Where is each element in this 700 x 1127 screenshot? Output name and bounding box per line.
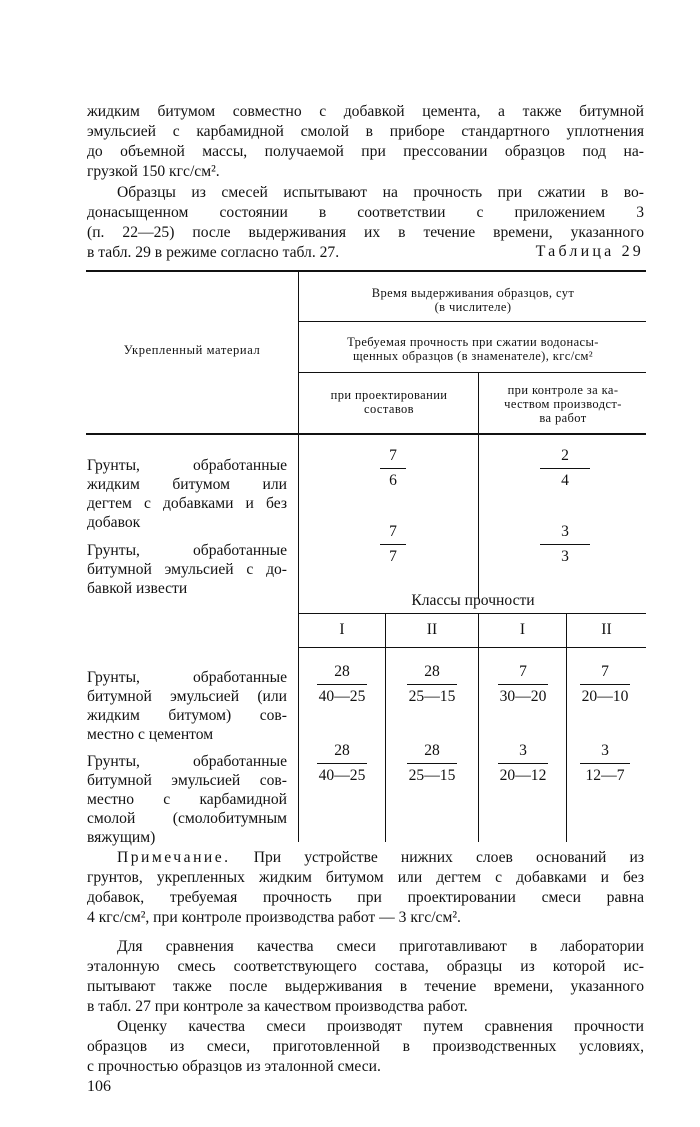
upper-col-divider [478, 434, 479, 599]
header-material: Укрепленный материал [123, 343, 261, 357]
row3-value-4 [566, 662, 644, 707]
fraction-bar [317, 763, 367, 764]
row3-material-line-4: местно с цементом [87, 726, 214, 743]
row4-material-line-4: смолой (смолобитумным [87, 810, 287, 827]
class-label-1: I [339, 621, 345, 638]
row3-num-3: 7 [519, 663, 527, 680]
row2-material-line-3: бавкой извести [87, 580, 188, 597]
row2-design-value [353, 522, 433, 567]
row3-den-4: 20—10 [581, 688, 629, 705]
header-rule-1 [298, 321, 646, 322]
intro-line-2: эмульсией с карбамидной смолой в приборе стандартного уплотнения [87, 123, 644, 140]
row3-value-2 [393, 662, 471, 707]
header-design-line-1: при проектировании [330, 388, 448, 402]
para4-line-1: Оценку качества смеси производят путем сравнения прочности [117, 1018, 644, 1035]
row1-design-value [353, 446, 433, 491]
header-strength-line-1: Требуемая прочность при сжатии водонасы- [347, 335, 599, 349]
row3-value-1 [303, 662, 381, 707]
row1-control-num: 2 [561, 447, 569, 464]
row2-control-den: 3 [561, 548, 569, 565]
para2-line-1: Образцы из смесей испытывают на прочность при сжатии в во- [117, 184, 644, 201]
row4-num-2: 28 [424, 742, 440, 759]
para3-line-2: эталонную смесь соответствующего состава, образцы из которой ис- [87, 958, 644, 975]
header-time-line-2: (в числителе) [434, 300, 512, 314]
row3-material-line-3: жидким битумом) сов- [87, 707, 287, 724]
para3-line-4: в табл. 27 при контроле за качеством производства работ. [87, 998, 468, 1015]
row1-design-num: 7 [389, 447, 397, 464]
row1-material-line-2: жидким битумом или [87, 476, 287, 493]
intro-line-4: грузкой 150 кгс/см². [87, 163, 220, 180]
note-line-1 [117, 848, 644, 868]
fraction-bar [580, 684, 630, 685]
row1-material-line-3: дегтем с добавками и без [87, 495, 287, 512]
row3-den-2: 25—15 [408, 688, 456, 705]
header-control-line-2: чеством производст- [504, 397, 622, 411]
note-line-2: грунтов, укрепленных жидким битумом или дегтем с добавками и без [87, 869, 644, 886]
table-top-rule [86, 270, 646, 272]
row4-material-line-5: вяжущим) [87, 829, 156, 846]
row2-material-line-2: битумной эмульсией с до- [87, 561, 287, 578]
classes-rule-top [298, 613, 646, 614]
header-rule-2 [298, 372, 646, 373]
row4-den-3: 20—12 [499, 767, 547, 784]
row2-control-value [526, 522, 604, 567]
row4-num-1: 28 [334, 742, 350, 759]
strength-classes-label: Классы прочности [411, 592, 535, 609]
lower-col-divider-1 [385, 613, 386, 842]
row3-material-line-2: битумной эмульсией (или [87, 688, 287, 705]
para3-line-1: Для сравнения качества смеси приготавливают в лаборатории [117, 938, 644, 955]
row4-material-line-2: битумной эмульсией сов- [87, 772, 287, 789]
row4-material-line-3: местно с карбамидной [87, 791, 287, 808]
row3-den-1: 40—25 [318, 688, 366, 705]
row4-value-1 [303, 741, 381, 786]
para4-line-3: с прочностью образцов из эталонной смеси. [87, 1058, 381, 1075]
row3-den-3: 30—20 [499, 688, 547, 705]
row3-material-line-1: Грунты, обработанные [87, 669, 287, 686]
row4-den-4: 12—7 [585, 767, 625, 784]
class-label-2: II [426, 621, 438, 638]
page-number: 106 [87, 1078, 111, 1095]
note-line-4: 4 кгс/см², при контроле производства работ — 3 кгс/см². [87, 909, 461, 926]
fraction-bar [540, 468, 590, 469]
lower-col-divider-2 [478, 613, 479, 842]
row1-design-den: 6 [389, 472, 397, 489]
note-line-3: добавок, требуемая прочность при проектировании смеси равна [87, 889, 644, 906]
note-label: Примечание. [117, 849, 231, 866]
row4-num-4: 3 [601, 742, 609, 759]
row3-num-1: 28 [334, 663, 350, 680]
table-caption: Таблица 29 [535, 243, 644, 260]
row4-den-1: 40—25 [318, 767, 366, 784]
header-bottom-rule [86, 433, 646, 435]
header-control-line-3: ва работ [539, 411, 587, 425]
row4-value-4 [566, 741, 644, 786]
para3-line-3: пытывают также после выдерживания в течение времени, указанного [87, 978, 644, 995]
row1-material-line-1: Грунты, обработанные [87, 457, 287, 474]
header-control-line-1: при контроле за ка- [507, 383, 619, 397]
para2-line-3: (п. 22—25) после выдерживания их в течение времени, указанного [87, 224, 644, 241]
note-line-1-text: При устройстве нижних слоев оснований из [253, 849, 644, 866]
classes-rule-bottom [298, 647, 646, 648]
fraction-bar [407, 763, 457, 764]
row1-material-line-4: добавок [87, 514, 141, 531]
lower-col-divider-3 [566, 613, 567, 842]
header-design-line-2: составов [364, 402, 414, 416]
fraction-bar [380, 544, 406, 545]
fraction-bar [540, 544, 590, 545]
row4-den-2: 25—15 [408, 767, 456, 784]
row2-design-den: 7 [389, 548, 397, 565]
para4-line-2: образцов из смеси, приготовленной в производственных условиях, [87, 1038, 644, 1055]
intro-line-1: жидким битумом совместно с добавкой цемента, а также битумной [87, 103, 644, 120]
row1-control-den: 4 [561, 472, 569, 489]
row4-num-3: 3 [519, 742, 527, 759]
row4-material-line-1: Грунты, обработанные [87, 753, 287, 770]
intro-line-3: до объемной массы, получаемой при прессовании образцов под на- [87, 143, 644, 160]
row2-material-line-1: Грунты, обработанные [87, 542, 287, 559]
row4-value-3 [484, 741, 562, 786]
header-time-line-1: Время выдерживания образцов, сут [371, 286, 575, 300]
row1-control-value [526, 446, 604, 491]
fraction-bar [580, 763, 630, 764]
header-col-divider [478, 372, 479, 434]
para2-line-4: в табл. 29 в режиме согласно табл. 27. [87, 244, 340, 261]
para2-line-2: донасыщенном состоянии в соответствии с приложением 3 [87, 204, 644, 221]
row4-value-2 [393, 741, 471, 786]
fraction-bar [498, 763, 548, 764]
row3-value-3 [484, 662, 562, 707]
fraction-bar [380, 468, 406, 469]
row2-design-num: 7 [389, 523, 397, 540]
fraction-bar [317, 684, 367, 685]
fraction-bar [407, 684, 457, 685]
header-strength-line-2: щенных образцов (в знаменателе), кгс/см² [352, 349, 593, 363]
class-label-3: I [519, 621, 526, 638]
row3-num-2: 28 [424, 663, 440, 680]
class-label-4: II [601, 621, 612, 638]
fraction-bar [498, 684, 548, 685]
row2-control-num: 3 [561, 523, 569, 540]
row3-num-4: 7 [601, 663, 609, 680]
